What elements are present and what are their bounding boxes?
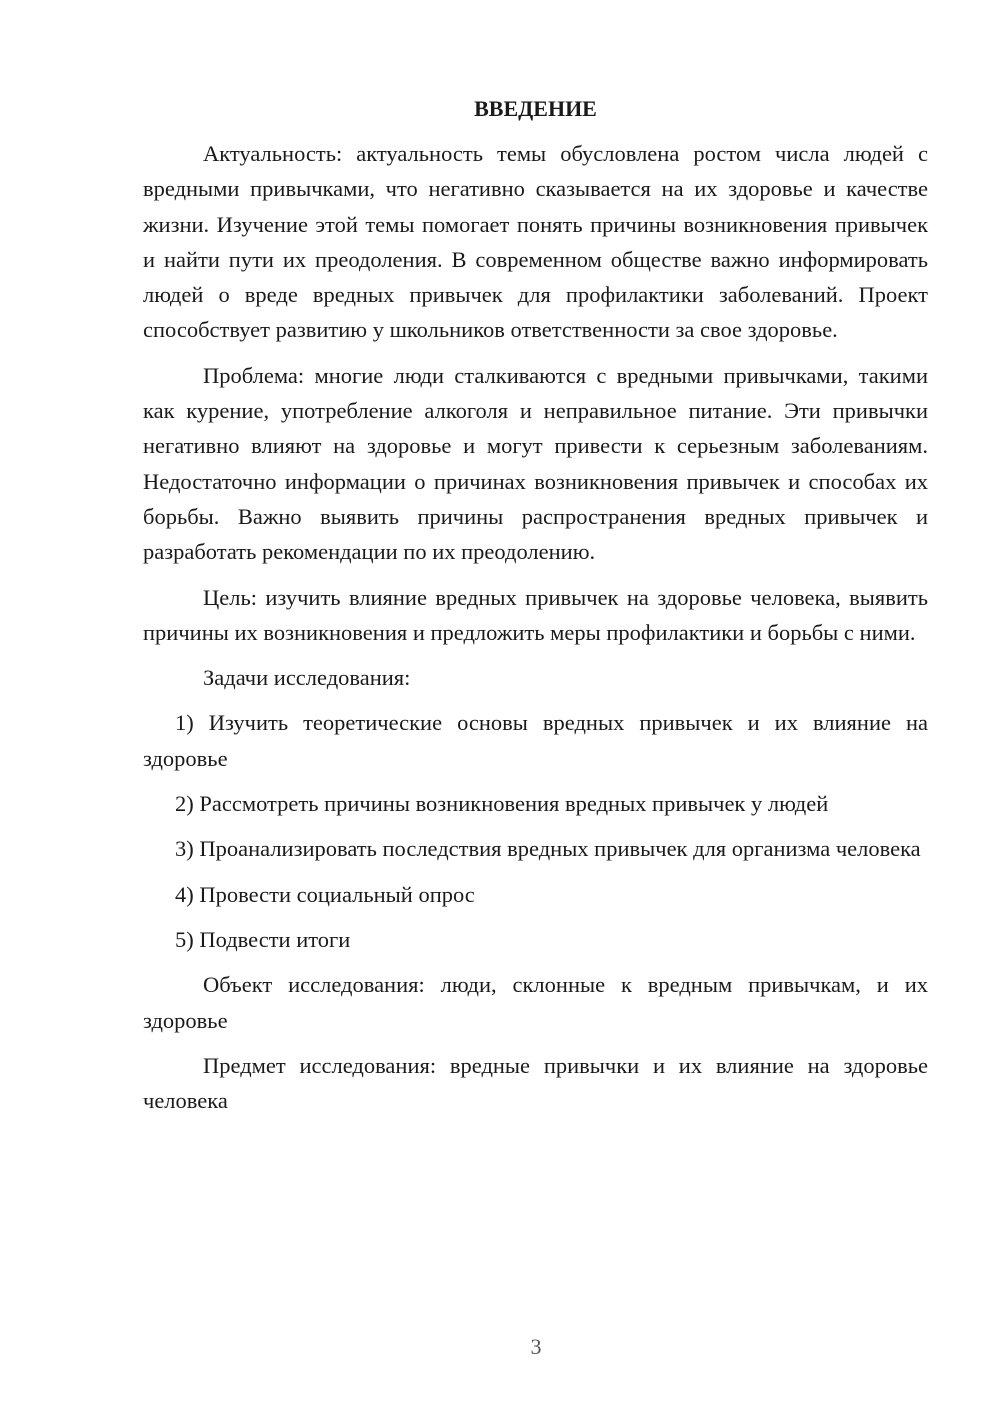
problem-paragraph: Проблема: многие люди сталкиваются с вредными привычками, такими как курение, употребление алкоголя и неправильное питание. Эти привычки негативно влияют на здоровье и могут привести к серьезным заболеваниям. Недостаточно информации о причинах возникновения привычек и способах их борьбы. Важно выявить причины распространения вредных привычек и разработать рекомендации по их преодолению. [143,362,928,565]
relevance-paragraph: Актуальность: актуальность темы обусловлена ростом числа людей с вредными привычками, что негативно сказывается на их здоровье и качестве жизни. Изучение этой темы помогает понять причины возникновения привычек и найти пути их преодоления. В современном обществе важно информировать людей о вреде вредных привычек для профилактики заболеваний. Проект способствует развитию у школьников ответственности за свое здоровье. [143,141,928,343]
document-page [143,92,928,1128]
object-paragraph: Объект исследования: люди, склонные к вредным привычкам, и их здоровье [143,972,928,1033]
task-item: 5) Подвести итоги [175,926,351,952]
tasks-heading: Задачи исследования: [203,665,411,691]
task-item: 1) Изучить теоретические основы вредных привычек и их влияние на здоровье [143,710,928,771]
goal-paragraph: Цель: изучить влияние вредных привычек на здоровье человека, выявить причины их возникновения и предложить меры профилактики и борьбы с ними. [143,584,928,645]
task-item: 3) Проанализировать последствия вредных привычек для организма человека [175,836,921,862]
task-item: 2) Рассмотреть причины возникновения вредных привычек у людей [175,791,829,817]
subject-paragraph: Предмет исследования: вредные привычки и их влияние на здоровье человека [143,1052,928,1114]
section-title: ВВЕДЕНИЕ [474,96,597,121]
task-item: 4) Провести социальный опрос [175,881,475,907]
page-number: 3 [530,1334,542,1359]
